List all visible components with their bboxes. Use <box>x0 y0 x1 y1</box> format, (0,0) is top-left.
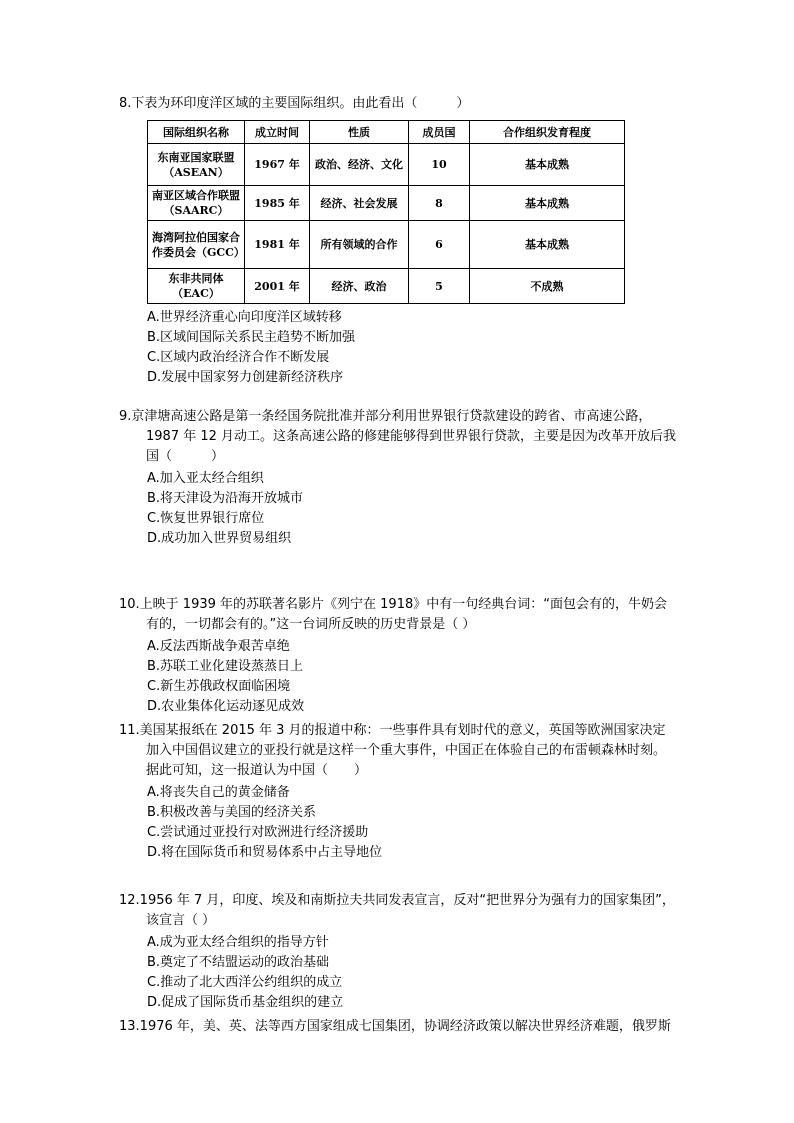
option-a: A.将丧失自己的黄金储备 <box>147 785 290 800</box>
table-row <box>148 221 625 269</box>
question-8 <box>119 94 719 388</box>
question-12-stem-line-1: 12.1956 年 7 月，印度、埃及和南斯拉夫共同发表宣言，反对“把世界分为强有力的国家集团”， <box>119 893 675 908</box>
question-9-stem-line-1: 9.京津塘高速公路是第一条经国务院批准并部分利用世界银行贷款建设的跨省、市高速公路， <box>119 409 652 424</box>
organizations-table <box>147 120 625 304</box>
option-a: A.反法西斯战争艰苦卓绝 <box>147 639 290 654</box>
question-10-stem-line-1: 10.上映于 1939 年的苏联著名影片《列宁在 1918》中有一句经典台词：“面包会有的，牛奶会 <box>119 597 667 612</box>
question-11-stem-line-3: 据此可知，这一报道认为中国（ ） <box>146 763 368 778</box>
question-11 <box>119 721 719 863</box>
question-9-stem-line-2: 1987 年 12 月动工。这条高速公路的修建能够得到世界银行贷款，主要是因为改革开放后我 <box>146 429 677 444</box>
cell-founded: 1985 年 <box>245 186 310 221</box>
option-a: A.成为亚太经合组织的指导方针 <box>147 935 329 950</box>
cell-maturity: 基本成熟 <box>470 221 625 269</box>
option-c: C.新生苏俄政权面临困境 <box>147 679 291 694</box>
option-d: D.促成了国际货币基金组织的建立 <box>147 995 344 1010</box>
cell-nature: 所有领域的合作 <box>310 221 409 269</box>
question-9-stem-line-3: 国（ ） <box>146 449 225 464</box>
cell-maturity: 不成熟 <box>470 269 625 304</box>
option-b: B.将天津设为沿海开放城市 <box>147 491 304 506</box>
cell-members: 5 <box>409 269 470 304</box>
cell-maturity: 基本成熟 <box>470 144 625 186</box>
option-d: D.发展中国家努力创建新经济秩序 <box>147 370 344 385</box>
table-header-row <box>148 121 625 144</box>
cell-org-name: 海湾阿拉伯国家合作委员会（GCC） <box>148 221 245 269</box>
cell-members: 6 <box>409 221 470 269</box>
cell-founded: 1981 年 <box>245 221 310 269</box>
question-10-options <box>147 637 719 717</box>
question-12-options <box>147 933 719 1013</box>
cell-org-name: 东非共同体（EAC） <box>148 269 245 304</box>
cell-nature: 经济、政治 <box>310 269 409 304</box>
table-row <box>148 269 625 304</box>
cell-members: 8 <box>409 186 470 221</box>
cell-org-name: 南亚区域合作联盟（SAARC） <box>148 186 245 221</box>
header-members: 成员国 <box>409 121 470 144</box>
header-org-name: 国际组织名称 <box>148 121 245 144</box>
option-c: C.推动了北大西洋公约组织的成立 <box>147 975 343 990</box>
option-b: B.积极改善与美国的经济关系 <box>147 805 317 820</box>
question-12-stem-line-2: 该宣言（ ） <box>146 913 216 928</box>
question-8-options <box>147 308 719 388</box>
header-founded: 成立时间 <box>245 121 310 144</box>
header-maturity: 合作组织发育程度 <box>470 121 625 144</box>
option-c: C.尝试通过亚投行对欧洲进行经济援助 <box>147 825 369 840</box>
option-a: A.加入亚太经合组织 <box>147 471 264 486</box>
cell-org-name: 东南亚国家联盟（ASEAN） <box>148 144 245 186</box>
option-c: C.区域内政治经济合作不断发展 <box>147 350 330 365</box>
question-11-stem-line-1: 11.美国某报纸在 2015 年 3 月的报道中称：一些事件具有划时代的意义，英国等欧洲国家决定 <box>119 723 666 738</box>
question-9-options <box>147 469 719 549</box>
question-10-stem-line-2: 有的，一切都会有的。”这一台词所反映的历史背景是（ ） <box>146 617 476 632</box>
table-row <box>148 144 625 186</box>
option-b: B.区域间国际关系民主趋势不断加强 <box>147 330 356 345</box>
cell-nature: 政治、经济、文化 <box>310 144 409 186</box>
cell-members: 10 <box>409 144 470 186</box>
cell-nature: 经济、社会发展 <box>310 186 409 221</box>
option-b: B.苏联工业化建设蒸蒸日上 <box>147 659 304 674</box>
question-11-stem-line-2: 加入中国倡议建立的亚投行就是这样一个重大事件，中国正在体验自己的布雷顿森林时刻。 <box>146 743 667 758</box>
question-13-stem-line-1: 13.1976 年，美、英、法等西方国家组成七国集团，协调经济政策以解决世界经济难题，俄罗斯 <box>119 1019 671 1034</box>
table-row <box>148 186 625 221</box>
cell-founded: 2001 年 <box>245 269 310 304</box>
option-d: D.将在国际货币和贸易体系中占主导地位 <box>147 845 383 860</box>
option-a: A.世界经济重心向印度洋区域转移 <box>147 310 342 325</box>
question-9 <box>119 407 719 549</box>
option-d: D.农业集体化运动逐见成效 <box>147 699 305 714</box>
header-nature: 性质 <box>310 121 409 144</box>
option-b: B.奠定了不结盟运动的政治基础 <box>147 955 330 970</box>
cell-maturity: 基本成熟 <box>470 186 625 221</box>
question-13 <box>119 1017 719 1037</box>
question-12 <box>119 891 719 1013</box>
question-8-stem: 8.下表为环印度洋区域的主要国际组织。由此看出（ ） <box>119 96 470 111</box>
option-d: D.成功加入世界贸易组织 <box>147 531 292 546</box>
question-11-options <box>147 783 719 863</box>
question-10 <box>119 595 719 717</box>
cell-founded: 1967 年 <box>245 144 310 186</box>
option-c: C.恢复世界银行席位 <box>147 511 265 526</box>
